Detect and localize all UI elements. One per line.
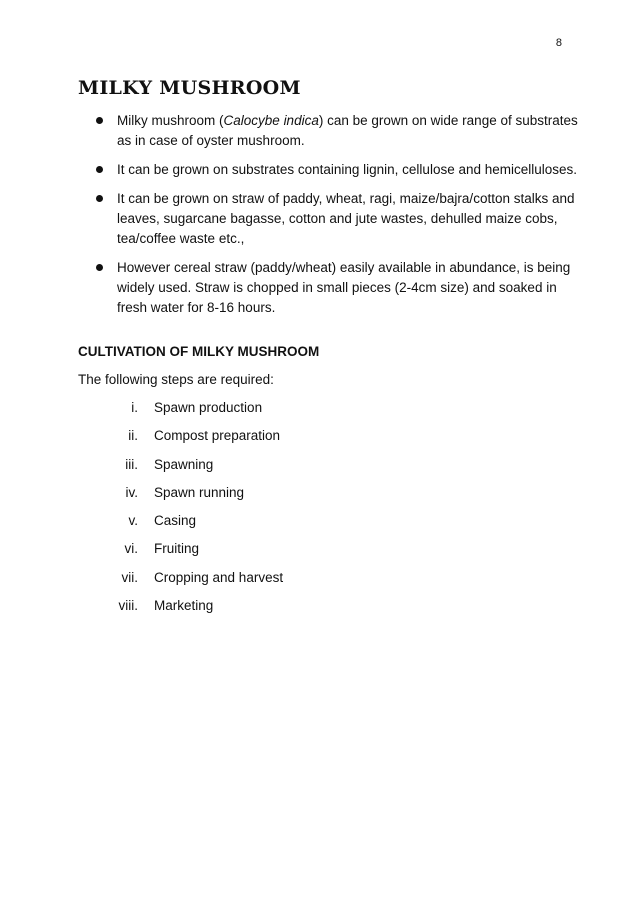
step-item (0, 570, 400, 598)
step-text: Spawn running (154, 484, 245, 500)
step-number: vi. (124, 541, 138, 557)
bullet-icon (96, 117, 103, 124)
bullet-item (0, 189, 638, 249)
step-item (0, 457, 400, 485)
species-name: indica (283, 113, 319, 128)
bullet-icon (96, 195, 103, 202)
page-number: 8 (555, 37, 562, 49)
step-item (0, 513, 400, 541)
step-item (0, 428, 400, 456)
bullet-item (0, 258, 638, 318)
step-item (0, 400, 400, 428)
step-text: Marketing (154, 598, 214, 614)
bullet-icon (96, 166, 103, 173)
section-heading: CULTIVATION OF MILKY MUSHROOM (78, 344, 320, 359)
step-text: Cropping and harvest (154, 569, 284, 585)
bullet-text: However cereal straw (paddy/wheat) easily available in abundance, is being widely used. Straw is chopped in small pieces (2-4cm size) and soaked in fresh water for 8-16 hours. (117, 260, 571, 315)
step-text: Compost preparation (154, 428, 281, 444)
step-text: Fruiting (154, 541, 200, 557)
step-number: v. (128, 513, 138, 529)
intro-text: The following steps are required: (78, 372, 274, 387)
step-text: Spawning (154, 456, 214, 472)
bullet-text: Milky mushroom (Calocybe indica) can be grown on wide range of substrates as in case of oyster mushroom. (117, 113, 578, 148)
bullet-list (0, 111, 638, 327)
bullet-item (0, 160, 638, 180)
step-number: iii. (125, 456, 138, 472)
bullet-item (0, 111, 638, 151)
bullet-text: It can be grown on substrates containing lignin, cellulose and hemicelluloses. (117, 162, 578, 177)
page-title: MILKY MUSHROOM (78, 77, 301, 99)
genus-name: Calocybe (223, 113, 280, 128)
step-text: Casing (154, 513, 197, 529)
step-item (0, 485, 400, 513)
step-number: viii. (118, 598, 138, 614)
step-number: i. (131, 400, 138, 415)
step-number: ii. (128, 428, 138, 444)
step-item (0, 598, 400, 626)
step-number: iv. (125, 484, 138, 500)
steps-list (0, 400, 400, 626)
bullet-icon (96, 264, 103, 271)
step-number: vii. (121, 569, 138, 585)
bullet-text: It can be grown on straw of paddy, wheat, ragi, maize/bajra/cotton stalks and leaves, sugarcane bagasse, cotton and jute wastes, dehulled maize cobs, tea/coffee waste etc., (117, 191, 575, 246)
step-text: Spawn production (154, 400, 263, 415)
step-item (0, 541, 400, 569)
